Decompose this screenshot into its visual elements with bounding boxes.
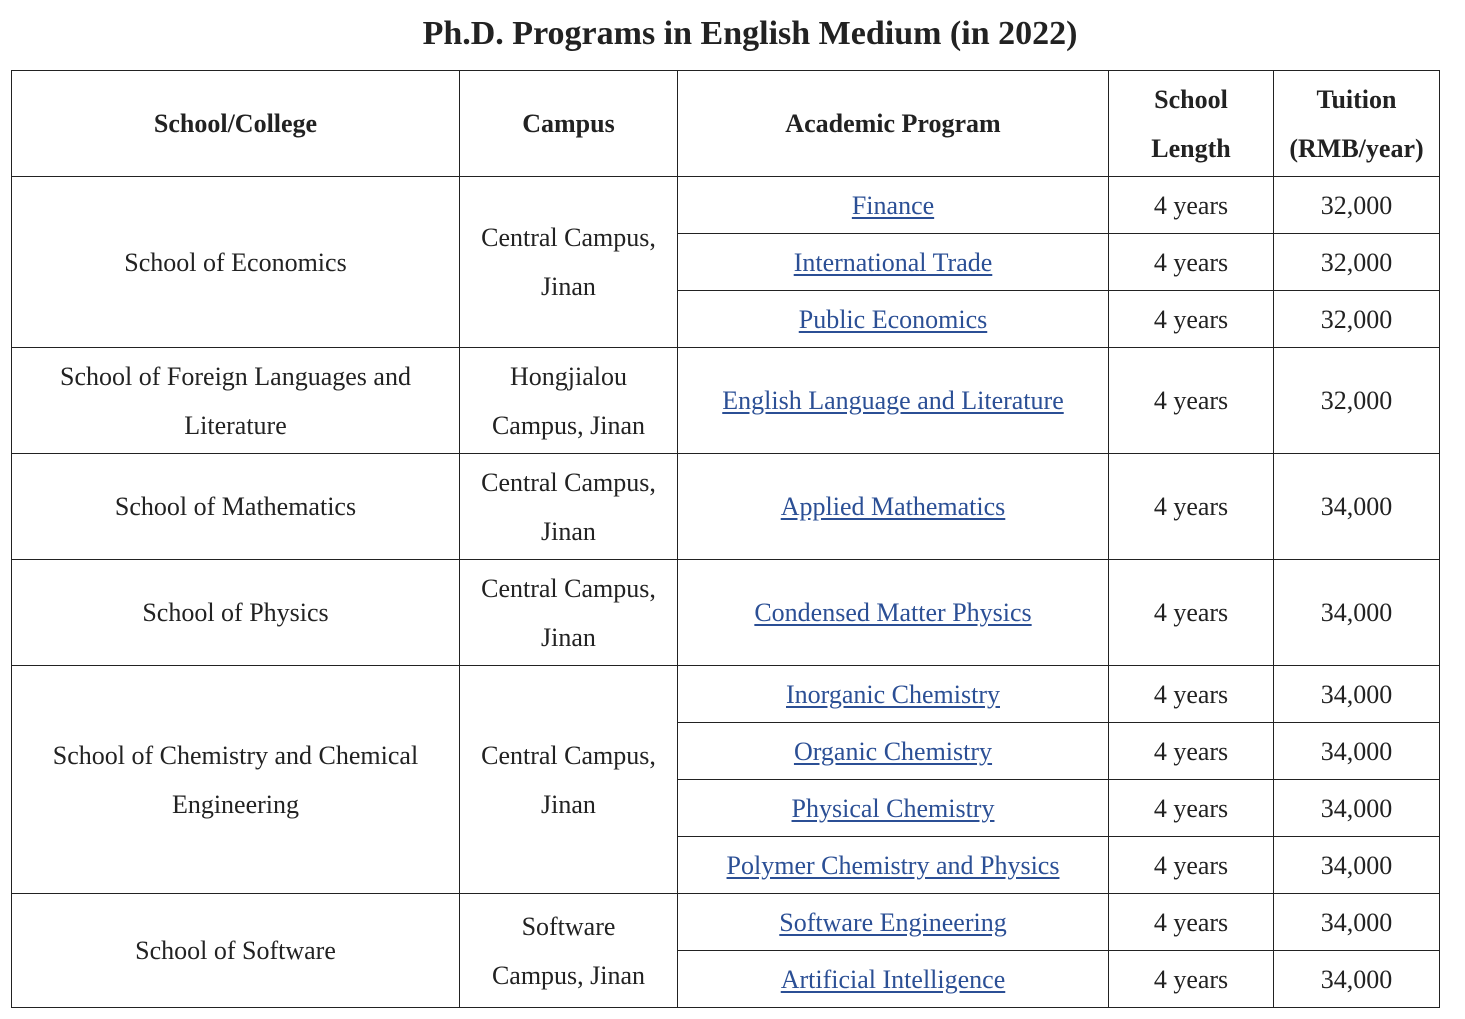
header-campus: Campus [460,71,678,177]
tuition-cell: 32,000 [1274,291,1440,348]
program-cell [678,723,1109,780]
program-link-software-engineering[interactable]: Software Engineering [779,907,1007,937]
campus-cell: Software Campus, Jinan [460,894,678,1008]
length-cell: 4 years [1109,454,1274,560]
program-cell [678,291,1109,348]
length-cell: 4 years [1109,234,1274,291]
tuition-cell: 32,000 [1274,177,1440,234]
table-row [12,894,1440,951]
length-cell: 4 years [1109,177,1274,234]
school-name-cell: School of Mathematics [12,454,460,560]
program-link-international-trade[interactable]: International Trade [793,247,993,277]
header-school: School/College [12,71,460,177]
school-name-cell: School of Software [12,894,460,1008]
program-link-applied-mathematics[interactable]: Applied Mathematics [780,492,1006,521]
program-cell [678,348,1109,454]
campus-cell: Hongjialou Campus, Jinan [460,348,678,454]
length-cell: 4 years [1109,894,1274,951]
tuition-cell: 34,000 [1274,837,1440,894]
length-cell: 4 years [1109,560,1274,666]
table-header-row [12,71,1440,177]
length-cell: 4 years [1109,837,1274,894]
length-cell: 4 years [1109,291,1274,348]
table-row [12,666,1440,723]
length-cell: 4 years [1109,666,1274,723]
table-row [12,454,1440,560]
program-cell [678,454,1109,560]
program-link-organic-chemistry[interactable]: Organic Chemistry [793,736,993,766]
table-body [12,177,1440,1008]
program-cell [678,234,1109,291]
programs-table [11,70,1440,1008]
program-cell [678,837,1109,894]
school-name-cell: School of Economics [12,177,460,348]
program-cell [678,951,1109,1008]
tuition-cell: 32,000 [1274,348,1440,454]
program-link-public-economics[interactable]: Public Economics [798,304,988,334]
school-name-cell: School of Foreign Languages and Literature [12,348,460,454]
school-name-cell: School of Chemistry and Chemical Engineering [12,666,460,894]
header-tuition: Tuition (RMB/year) [1274,71,1440,177]
program-cell [678,894,1109,951]
length-cell: 4 years [1109,780,1274,837]
program-link-artificial-intelligence[interactable]: Artificial Intelligence [780,964,1006,994]
campus-cell: Central Campus, Jinan [460,666,678,894]
length-cell: 4 years [1109,723,1274,780]
page-title: Ph.D. Programs in English Medium (in 2022) [422,15,1078,52]
tuition-cell: 34,000 [1274,894,1440,951]
program-link-condensed-matter-physics[interactable]: Condensed Matter Physics [754,598,1032,627]
campus-cell: Central Campus, Jinan [460,560,678,666]
length-cell: 4 years [1109,348,1274,454]
program-cell [678,177,1109,234]
header-program: Academic Program [678,71,1109,177]
table-row [12,348,1440,454]
program-link-physical-chemistry[interactable]: Physical Chemistry [791,793,995,823]
program-link-polymer-chemistry-physics[interactable]: Polymer Chemistry and Physics [726,850,1060,880]
header-length: School Length [1109,71,1274,177]
tuition-cell: 34,000 [1274,723,1440,780]
length-cell: 4 years [1109,951,1274,1008]
program-cell [678,560,1109,666]
tuition-cell: 34,000 [1274,780,1440,837]
campus-cell: Central Campus, Jinan [460,454,678,560]
program-cell [678,666,1109,723]
tuition-cell: 34,000 [1274,666,1440,723]
tuition-cell: 34,000 [1274,454,1440,560]
school-name-cell: School of Physics [12,560,460,666]
campus-cell: Central Campus, Jinan [460,177,678,348]
program-cell [678,780,1109,837]
table-row [12,177,1440,234]
tuition-cell: 34,000 [1274,560,1440,666]
tuition-cell: 32,000 [1274,234,1440,291]
program-link-finance[interactable]: Finance [851,190,935,220]
program-link-english-language-literature[interactable]: English Language and Literature [722,386,1064,415]
table-row [12,560,1440,666]
tuition-cell: 34,000 [1274,951,1440,1008]
program-link-inorganic-chemistry[interactable]: Inorganic Chemistry [786,679,1000,709]
